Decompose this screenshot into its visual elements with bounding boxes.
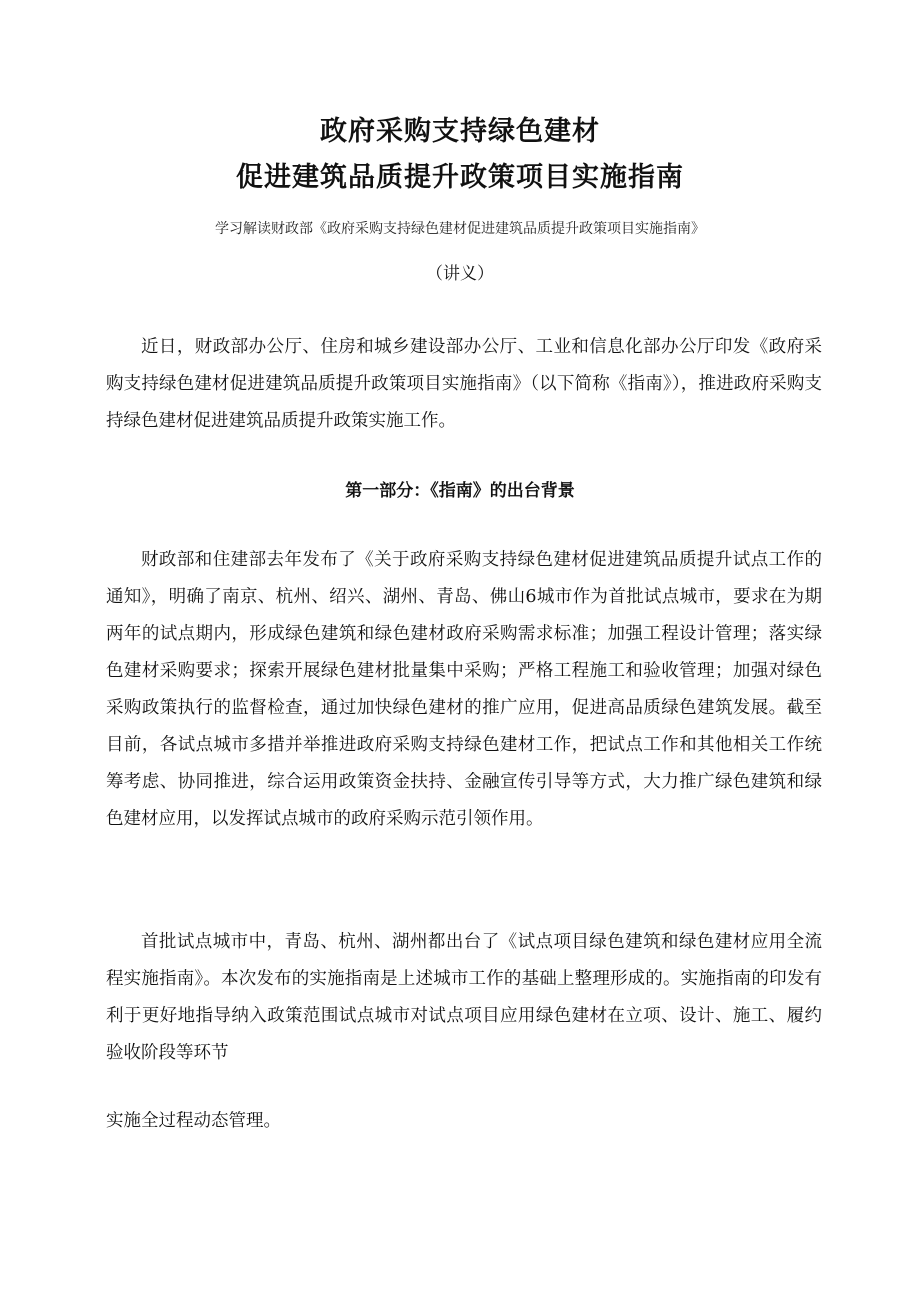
intro-paragraph: 近日，财政部办公厅、住房和城乡建设部办公厅、工业和信息化部办公厅印发《政府采购支持绿色建材促进建筑品质提升政策项目实施指南》（以下简称《指南》），推进政府采购支持绿色建材促进建筑品质提升政策实施工作。 [106, 337, 822, 431]
body-paragraph-1: 财政部和住建部去年发布了《关于政府采购支持绿色建材促进建筑品质提升试点工作的通知》，明确了南京、杭州、绍兴、湖州、青岛、佛山6城市作为首批试点城市，要求在为期两年的试点期内，形成绿色建筑和绿色建材政府采购需求标准；加强工程设计管理；落实绿色建材采购要求；探索开展绿色建材批量集中采购；严格工程施工和验收管理；加强对绿色采购政策执行的监督检查，通过加快绿色建材的推广应用，促进高品质绿色建筑发展。截至目前，各试点城市多措并举推进政府采购支持绿色建材工作，把试点工作和其他相关工作统筹考虑、协同推进，综合运用政策资金扶持、金融宣传引导等方式，大力推广绿色建筑和绿色建材应用，以发挥试点城市的政府采购示范引领作用。 [106, 550, 822, 829]
lecture-label: （讲义） [426, 264, 494, 284]
document-title-line2: 促进建筑品质提升政策项目实施指南 [236, 162, 684, 193]
body-paragraph-2: 首批试点城市中，青岛、杭州、湖州都出台了《试点项目绿色建筑和绿色建材应用全流程实施指南》。本次发布的实施指南是上述城市工作的基础上整理形成的。实施指南的印发有利于更好地指导纳入政策范围试点城市对试点项目应用绿色建材在立项、设计、施工、履约验收阶段等环节 [106, 932, 822, 1063]
section-heading: 第一部分：《指南》的出台背景 [345, 481, 575, 501]
document-subtitle: 学习解读财政部《政府采购支持绿色建材促进建筑品质提升政策项目实施指南》 [215, 221, 705, 237]
document-title-line1: 政府采购支持绿色建材 [320, 116, 600, 147]
body-paragraph-3: 实施全过程动态管理。 [106, 1111, 281, 1131]
